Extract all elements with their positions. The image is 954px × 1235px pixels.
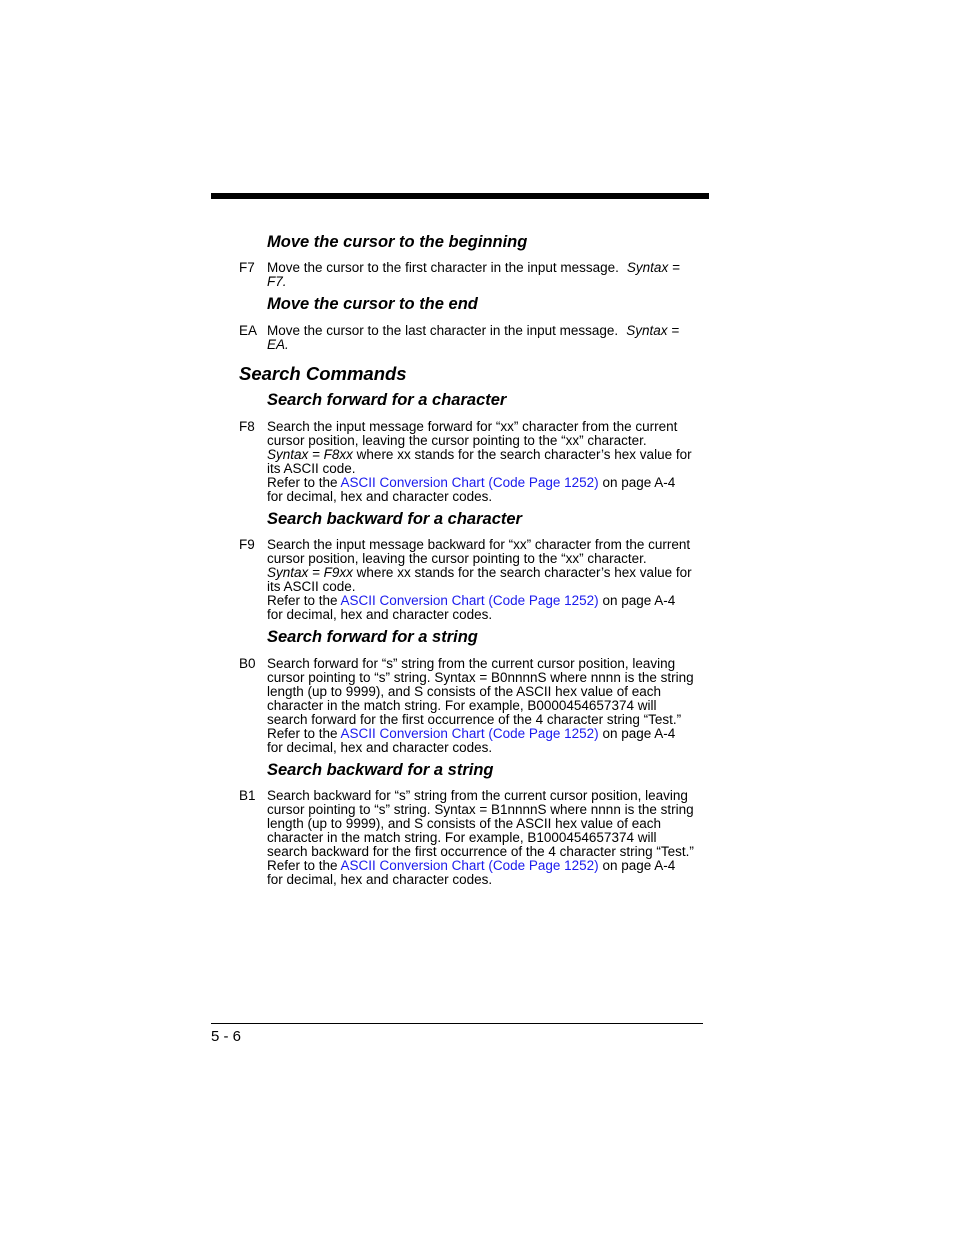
code-ea: EA bbox=[239, 323, 258, 338]
ascii-chart-link[interactable]: ASCII Conversion Chart (Code Page 1252) bbox=[340, 726, 599, 741]
code-f9: F9 bbox=[239, 537, 255, 552]
footer-rule bbox=[211, 1023, 703, 1024]
ascii-chart-link[interactable]: ASCII Conversion Chart (Code Page 1252) bbox=[340, 593, 599, 608]
ascii-chart-link[interactable]: ASCII Conversion Chart (Code Page 1252) bbox=[340, 475, 599, 490]
heading-fwd-string: Search forward for a string bbox=[267, 628, 478, 646]
heading-cursor-end: Move the cursor to the end bbox=[267, 295, 478, 313]
desc-bwd-string: Search backward for “s” string from the current cursor position, leaving cursor pointing to “s” string. Syntax = B1nnnnS where nnnn is the string length (up to 9999), and S consists of the ASCII hex value of each character in the match string. For example, B1000454657374 will search backward for the first occurrence of the 4 character string “Test.” Refer to the ASCII Conversion Chart (Code Page 1252) on page A-4 for decimal, hex and character codes. bbox=[267, 788, 694, 887]
heading-cursor-begin: Move the cursor to the beginning bbox=[267, 233, 528, 251]
heading-bwd-string: Search backward for a string bbox=[267, 761, 494, 779]
desc-fwd-char: Search the input message forward for “xx” character from the current cursor position, leaving the cursor pointing to the “xx” character. Syntax = F8xx where xx stands for the search character’s hex value for its ASCII code. Refer to the ASCII Conversion Chart (Code Page 1252) on page A-4 for decimal, hex and character codes. bbox=[267, 419, 692, 504]
desc-bwd-char: Search the input message backward for “xx” character from the current cursor position, leaving the cursor pointing to the “xx” character. Syntax = F9xx where xx stands for the search character’s hex value for its ASCII code. Refer to the ASCII Conversion Chart (Code Page 1252) on page A-4 for decimal, hex and character codes. bbox=[267, 537, 692, 622]
top-rule bbox=[211, 193, 709, 199]
heading-search-commands: Search Commands bbox=[239, 363, 407, 384]
desc-fwd-string: Search forward for “s” string from the current cursor position, leaving cursor pointing to “s” string. Syntax = B0nnnnS where nnnn is the string length (up to 9999), and S consists of the ASCII hex value of each character in the match string. For example, B0000454657374 will search forward for the first occurrence of the 4 character string “Test.” Refer to the ASCII Conversion Chart (Code Page 1252) on page A-4 for decimal, hex and character codes. bbox=[267, 656, 694, 755]
code-f8: F8 bbox=[239, 419, 255, 434]
page-number: 5 - 6 bbox=[211, 1028, 242, 1045]
desc-cursor-end: Move the cursor to the last character in the input message. Syntax = EA. bbox=[267, 323, 680, 352]
code-b1: B1 bbox=[239, 788, 256, 803]
heading-fwd-char: Search forward for a character bbox=[267, 391, 507, 409]
code-b0: B0 bbox=[239, 656, 256, 671]
ascii-chart-link[interactable]: ASCII Conversion Chart (Code Page 1252) bbox=[340, 858, 599, 873]
heading-bwd-char: Search backward for a character bbox=[267, 510, 522, 528]
code-f7: F7 bbox=[239, 260, 255, 275]
desc-cursor-begin: Move the cursor to the first character in the input message. Syntax = F7. bbox=[267, 260, 680, 289]
